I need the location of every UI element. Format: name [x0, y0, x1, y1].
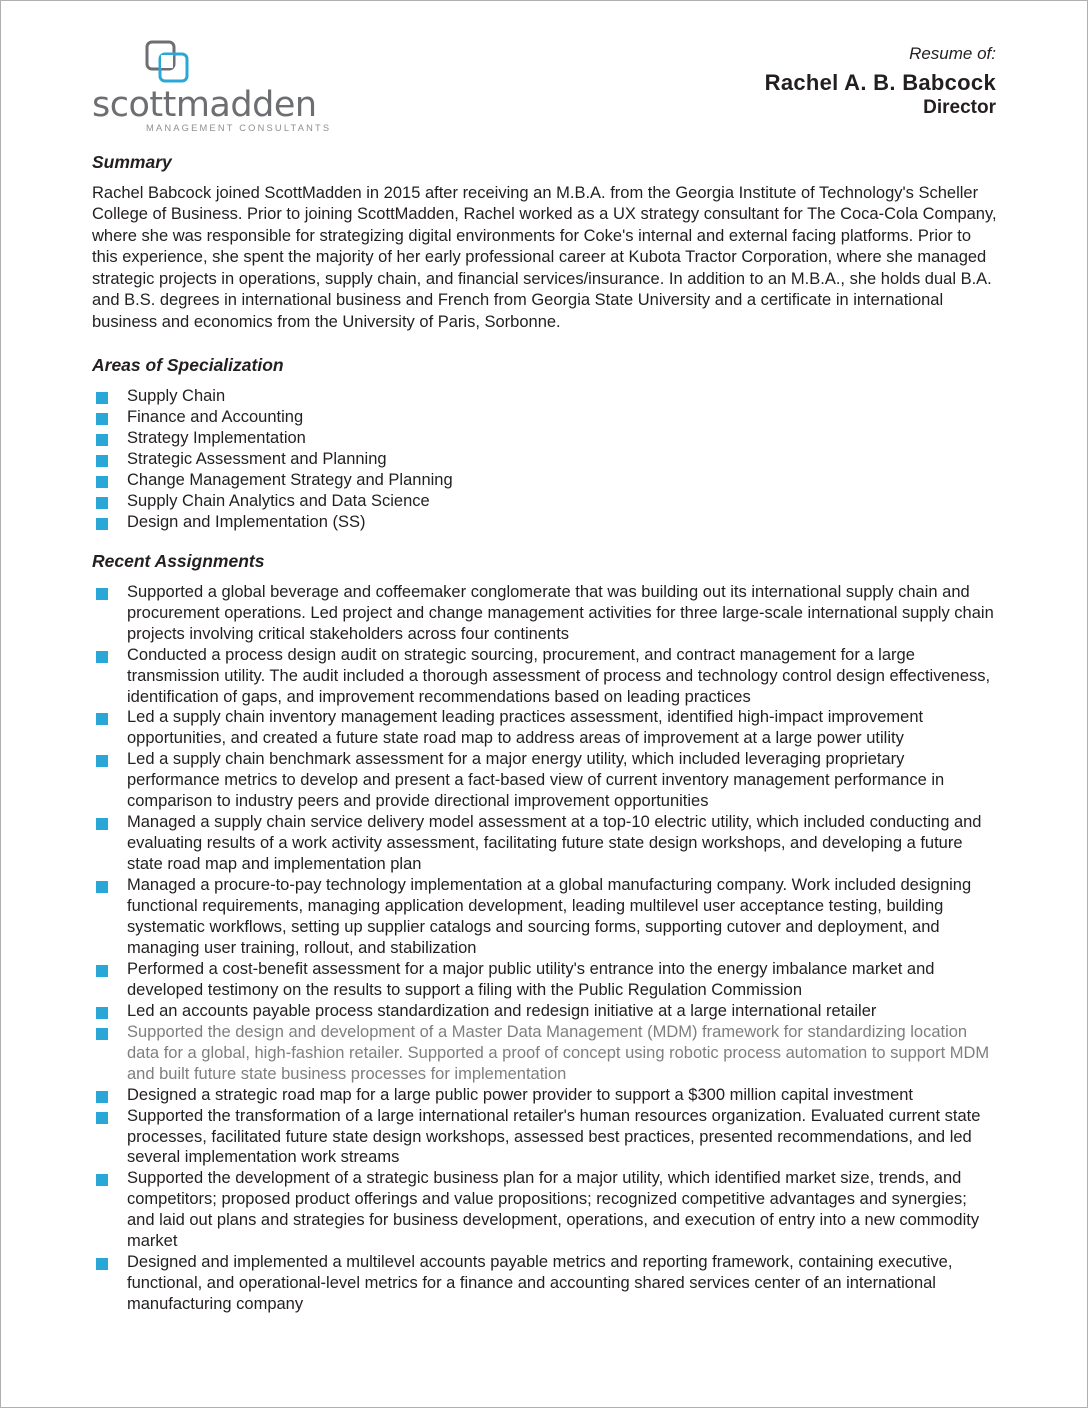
logo-mark-icon: [145, 40, 189, 84]
summary-heading: Summary: [92, 152, 172, 172]
resume-person-name: Rachel A. B. Babcock: [764, 70, 996, 95]
resume-person-title: Director: [923, 97, 996, 118]
list-item: Supported the design and development of a Master Data Management (MDM) framework for standardizing location data for a global, high-fashion retailer. Supported a proof of concept using robotic process automation to support MDM and built future state business processes for implementation: [92, 1022, 998, 1085]
list-item: Led a supply chain inventory management leading practices assessment, identified high-impact improvement opportunities, and created a future state road map to address areas of improvement at a large power utility: [92, 707, 998, 749]
assignments-heading: Recent Assignments: [92, 550, 265, 571]
list-item: Supported the transformation of a large international retailer's human resources organization. Evaluated current state processes, facilitated future state design workshops, assessed best practices, presented recommendations, and led several implementation work streams: [92, 1106, 998, 1169]
specialization-heading: Areas of Specialization: [92, 355, 284, 376]
list-item: Designed and implemented a multilevel accounts payable metrics and reporting framework, containing executive, functional, and operational-level metrics for a finance and accounting shared services center of an international manufacturing company: [92, 1252, 998, 1315]
list-item: Designed a strategic road map for a large public power provider to support a $300 million capital investment: [92, 1085, 998, 1106]
logo-wordmark: scottmadden: [92, 85, 317, 125]
list-item: Strategy Implementation: [92, 428, 998, 449]
list-item: Managed a procure-to-pay technology implementation at a global manufacturing company. Work included designing functional requirements, managing application development, leading multilevel user acceptance testing, building systematic workflows, setting up supplier catalogs and sourcing forms, supporting cutover and deployment, and managing user training, rollout, and stabilization: [92, 875, 998, 959]
list-item: Supported a global beverage and coffeemaker conglomerate that was building out its international supply chain and procurement operations. Led project and change management activities for three large-scale international supply chain projects involving critical stakeholders across four continents: [92, 582, 998, 645]
list-item: Strategic Assessment and Planning: [92, 449, 998, 470]
summary-paragraph: Rachel Babcock joined ScottMadden in 2015 after receiving an M.B.A. from the Georgia Institute of Technology's Scheller College of Business. Prior to joining ScottMadden, Rachel worked as a UX strategy consultant for The Coca-Cola Company, where she was responsible for strategizing digital environments for Coke's internal and external facing platforms. Prior to this experience, she spent the majority of her early professional career at Kubota Tractor Corporation, where she managed strategic projects in operations, supply chain, and financial services/insurance. In addition to an M.B.A., she holds dual B.A. and B.S. degrees in international business and French from Georgia State University and a certificate in international business and economics from the University of Paris, Sorbonne.: [92, 184, 997, 331]
list-item: Design and Implementation (SS): [92, 512, 998, 533]
logo-tagline: MANAGEMENT CONSULTANTS: [146, 123, 332, 133]
list-item: Conducted a process design audit on strategic sourcing, procurement, and contract management for a large transmission utility. The audit included a thorough assessment of process and technology control design effectiveness, identification of gaps, and improvement recommendations based on leading practices: [92, 645, 998, 708]
list-item: Led a supply chain benchmark assessment for a major energy utility, which included leveraging proprietary performance metrics to develop and present a fact-based view of current inventory management performance in comparison to industry peers and provide directional improvement opportunities: [92, 749, 998, 812]
list-item: Supported the development of a strategic business plan for a major utility, which identified market size, trends, and competitors; proposed product offerings and value propositions; recognized competitive advantages and synergies; and laid out plans and strategies for business development, operations, and execution of entry into a new commodity market: [92, 1168, 998, 1252]
specialization-list: [92, 386, 998, 533]
list-item: Change Management Strategy and Planning: [92, 470, 998, 491]
list-item: Led an accounts payable process standardization and redesign initiative at a large international retailer: [92, 1001, 998, 1022]
assignments-list: [92, 582, 998, 1315]
list-item: Finance and Accounting: [92, 407, 998, 428]
list-item: Performed a cost-benefit assessment for a major public utility's entrance into the energy imbalance market and developed testimony on the results to support a filing with the Public Regulation Commission: [92, 959, 998, 1001]
document-header: [0, 0, 1088, 140]
section-spacer: [92, 533, 998, 551]
list-item: Managed a supply chain service delivery model assessment at a top-10 electric utility, which included conducting and evaluating results of a work activity assessment, facilitating future state design workshops, and developing a future state road map and implementation plan: [92, 812, 998, 875]
resume-of-label: Resume of:: [909, 44, 996, 63]
list-item: Supply Chain: [92, 386, 998, 407]
document-body: [92, 152, 998, 1315]
list-item: Supply Chain Analytics and Data Science: [92, 491, 998, 512]
